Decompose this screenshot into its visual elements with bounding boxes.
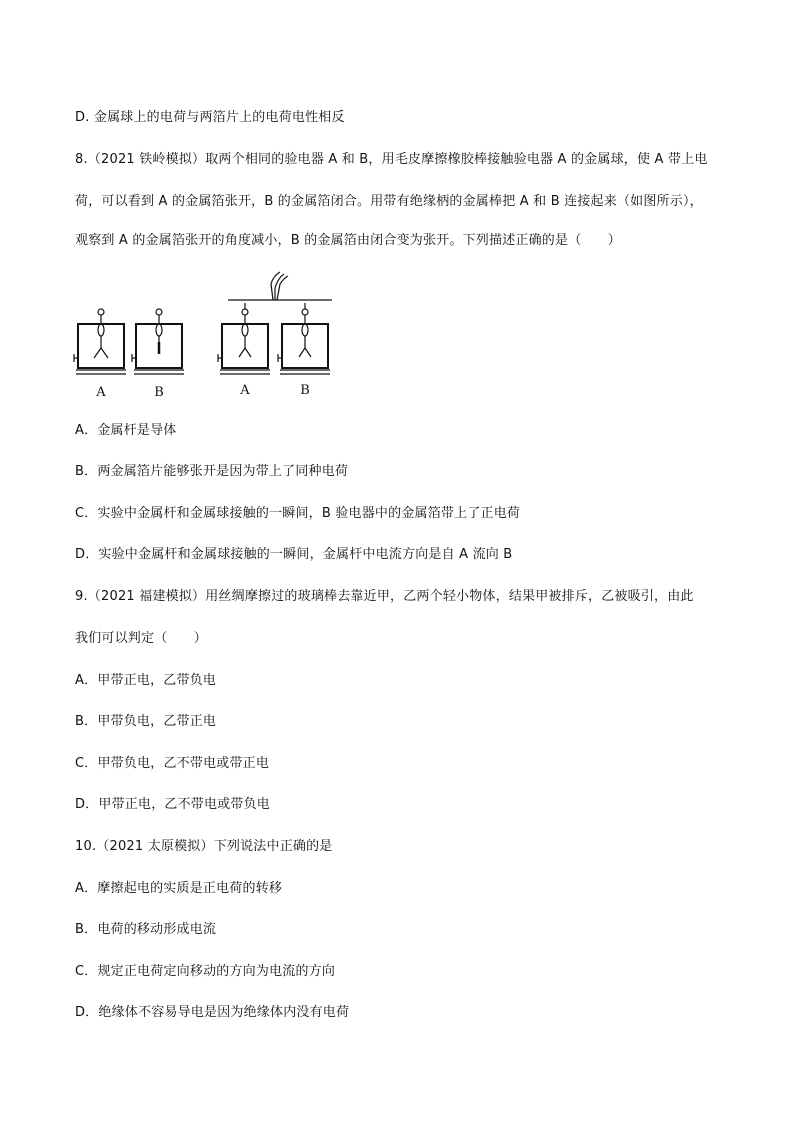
figure-label-b-1: B: [154, 385, 164, 400]
q8-stem-line-1: 8.（2021 铁岭模拟）取两个相同的验电器 A 和 B，用毛皮摩擦橡胶棒接触验电器 A 的金属球，使 A 带上电: [75, 152, 708, 167]
q8-stem-line-3: 观察到 A 的金属箔张开的角度减小，B 的金属箔由闭合变为张开。下列描述正确的是（ ）: [75, 233, 622, 248]
q9-option-a: A．甲带正电，乙带负电: [75, 673, 217, 688]
electroscope-a-connected: [218, 303, 270, 374]
q10-stem: 10.（2021 太原模拟）下列说法中正确的是: [75, 839, 333, 854]
q9-option-b: B．甲带负电，乙带正电: [75, 714, 217, 729]
figure-label-b-2: B: [300, 383, 310, 398]
electroscope-b-neutral: [132, 309, 184, 374]
q8-option-d: D．实验中金属杆和金属球接触的一瞬间，金属杆中电流方向是自 A 流向 B: [75, 547, 513, 562]
figure-label-a-2: A: [240, 383, 250, 398]
q8-option-b: B．两金属箔片能够张开是因为带上了同种电荷: [75, 464, 349, 479]
q10-option-c: C．规定正电荷定向移动的方向为电流的方向: [75, 964, 336, 979]
q8-stem-line-2: 荷，可以看到 A 的金属箔张开，B 的金属箔闭合。用带有绝缘柄的金属棒把 A 和 B 连接起来（如图所示），: [75, 194, 703, 209]
electroscope-figure: [70, 266, 340, 406]
q7-option-d: D. 金属球上的电荷与两箔片上的电荷电性相反: [75, 110, 345, 125]
q10-option-d: D．绝缘体不容易导电是因为绝缘体内没有电荷: [75, 1005, 350, 1020]
q8-option-c: C．实验中金属杆和金属球接触的一瞬间，B 验电器中的金属箔带上了正电荷: [75, 506, 521, 521]
q9-stem-line-1: 9.（2021 福建模拟）用丝绸摩擦过的玻璃棒去靠近甲，乙两个轻小物体，结果甲被排斥，乙被吸引，由此: [75, 589, 694, 604]
electroscope-b-connected: [278, 303, 330, 374]
electroscope-a-charged: [74, 309, 126, 374]
q9-option-c: C．甲带负电，乙不带电或带正电: [75, 756, 270, 771]
q9-stem-line-2: 我们可以判定（ ）: [75, 631, 208, 646]
q10-option-b: B．电荷的移动形成电流: [75, 922, 217, 937]
q9-option-d: D．甲带正电，乙不带电或带负电: [75, 797, 271, 812]
figure-label-a-1: A: [96, 385, 106, 400]
q10-option-a: A．摩擦起电的实质是正电荷的转移: [75, 881, 283, 896]
metal-rod-with-handle: [228, 272, 332, 300]
q8-option-a: A．金属杆是导体: [75, 423, 177, 438]
